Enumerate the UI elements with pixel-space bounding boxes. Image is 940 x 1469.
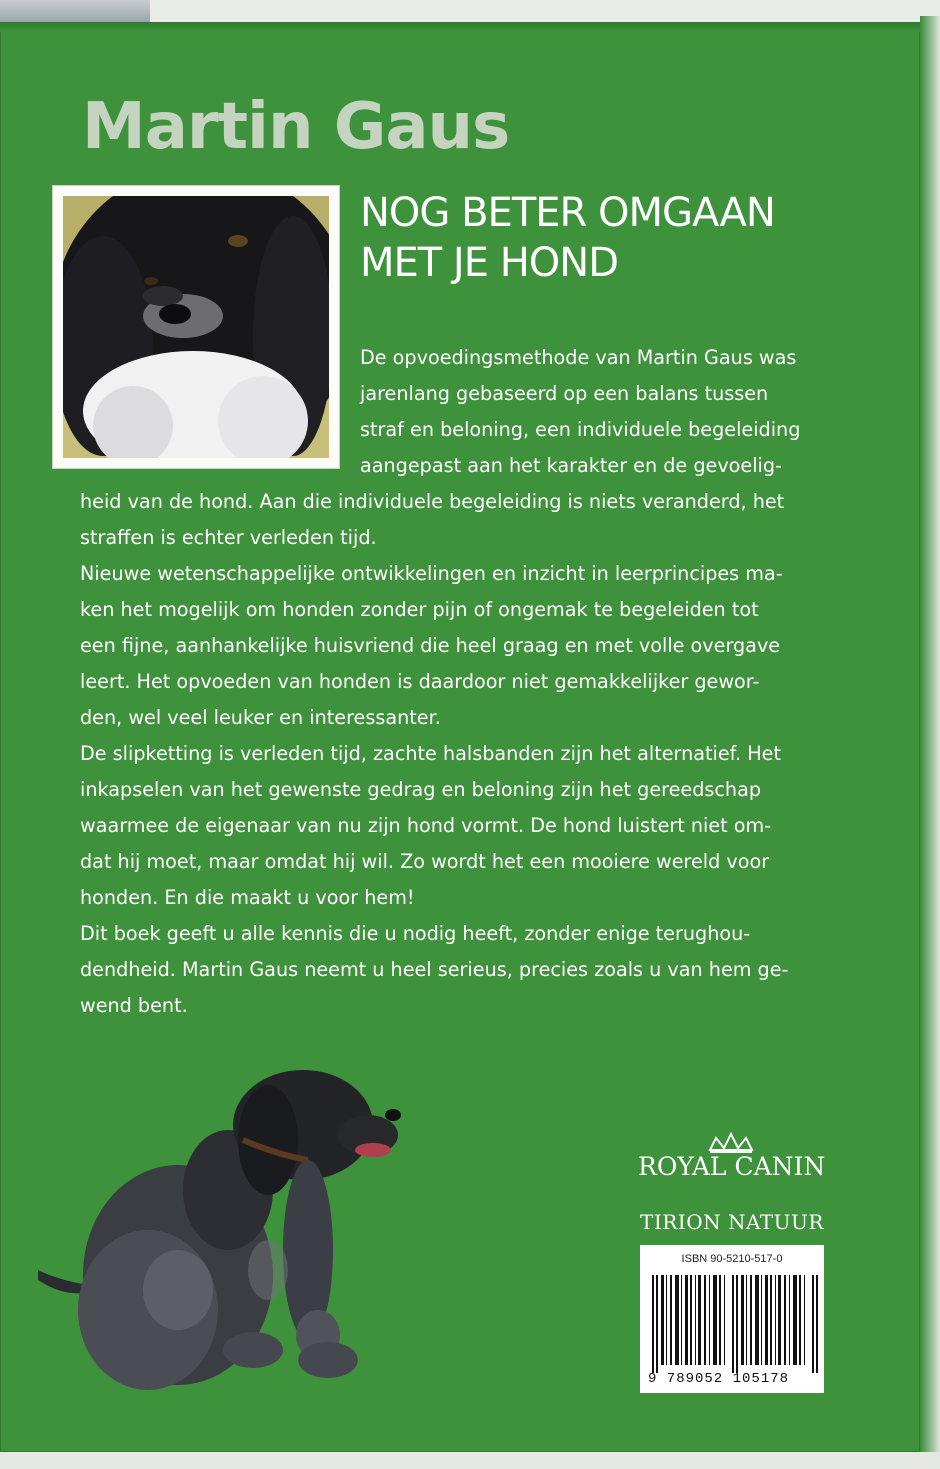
description-line: straf en beloning, een individuele begeleiding bbox=[360, 418, 801, 441]
description-line: De opvoedingsmethode van Martin Gaus was bbox=[360, 346, 797, 369]
description-line: De slipketting is verleden tijd, zachte halsbanden zijn het alternatief. Het bbox=[80, 742, 781, 765]
description-line: inkapselen van het gewenste gedrag en beloning zijn het gereedschap bbox=[80, 778, 762, 801]
description-line: Nieuwe wetenschappelijke ontwikkelingen en inzicht in leerprincipes ma- bbox=[80, 562, 783, 585]
author-name: Martin Gaus bbox=[82, 90, 510, 164]
description-line: ken het mogelijk om honden zonder pijn of ongemak te begeleiden tot bbox=[80, 598, 759, 621]
description-line: straffen is echter verleden tijd. bbox=[80, 526, 377, 549]
description-line: leert. Het opvoeden van honden is daardoor niet gemakkelijker gewor- bbox=[80, 670, 760, 693]
description-line: honden. En die maakt u voor hem! bbox=[80, 886, 415, 909]
royal-canin-logo: ROYAL CANIN bbox=[638, 1152, 826, 1181]
description-line: dat hij moet, maar omdat hij wil. Zo wordt het een mooiere wereld voor bbox=[80, 850, 770, 873]
description-line: jarenlang gebaseerd op een balans tussen bbox=[360, 382, 769, 405]
cover-right-edge bbox=[920, 16, 940, 1456]
description-line: wend bent. bbox=[80, 994, 188, 1017]
book-title bbox=[360, 188, 775, 288]
title-line-2: MET JE HOND bbox=[360, 240, 619, 286]
spine-strip bbox=[0, 0, 150, 22]
barcode bbox=[640, 1245, 824, 1393]
title-line-1: NOG BETER OMGAAN bbox=[360, 190, 775, 236]
description-line: een fijne, aanhankelijke huisvriend die heel graag en met volle overgave bbox=[80, 634, 781, 657]
puppy-photo bbox=[28, 1040, 418, 1410]
description-line: heid van de hond. Aan die individuele begeleiding is niets veranderd, het bbox=[80, 490, 785, 513]
dog-portrait-image bbox=[63, 196, 329, 458]
description-line: Dit boek geeft u alle kennis die u nodig heeft, zonder enige terughou- bbox=[80, 922, 751, 945]
description-line: aangepast aan het karakter en de gevoelig- bbox=[360, 454, 782, 477]
description-line: dendheid. Martin Gaus neemt u heel serieus, precies zoals u van hem ge- bbox=[80, 958, 789, 981]
description-line: den, wel veel leuker en interessanter. bbox=[80, 706, 441, 729]
publisher-name: TIRION NATUUR bbox=[640, 1210, 824, 1234]
cover-bottom-edge bbox=[0, 1452, 940, 1469]
description-line: waarmee de eigenaar van nu zijn hond vormt. De hond luistert niet om- bbox=[80, 814, 772, 837]
barcode-bars bbox=[652, 1275, 820, 1373]
cover-top-band bbox=[0, 22, 920, 32]
ean-number: 9 789052 105178 bbox=[648, 1371, 790, 1387]
isbn-number: ISBN 90-5210-517-0 bbox=[681, 1253, 783, 1265]
dog-portrait-photo bbox=[53, 186, 339, 468]
